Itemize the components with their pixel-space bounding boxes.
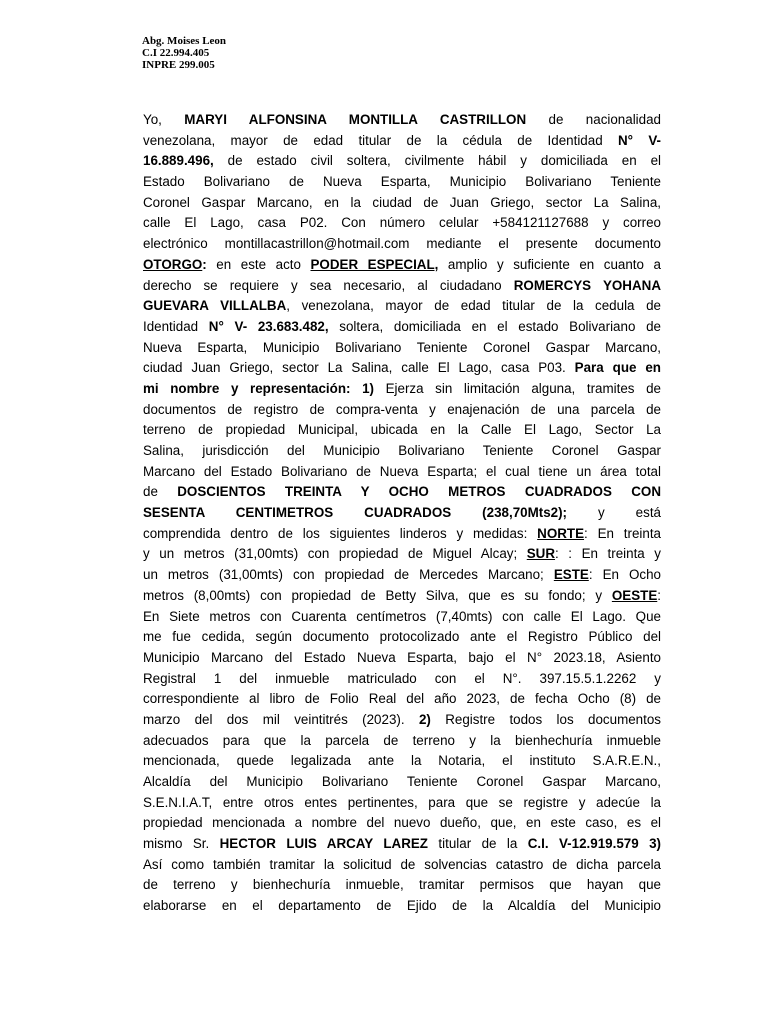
bold-text: NORTE <box>537 525 585 541</box>
bold-text: SESENTA CENTIMETROS CUADRADOS (238,70Mts2); <box>143 505 568 521</box>
text-line <box>143 855 661 876</box>
text-run: marzo del dos mil veintitrés (2023). <box>143 711 419 727</box>
text-run: amplio y suficiente en cuanto a <box>438 256 661 272</box>
bold-text: 2) <box>418 711 431 727</box>
bold-text: : <box>202 256 207 272</box>
text-line <box>143 669 661 690</box>
text-run: y está <box>567 505 661 521</box>
text-line <box>143 317 661 338</box>
power-of-attorney-text <box>143 110 661 917</box>
text-run: Así como también tramitar la solicitud de solvencias catastro de dicha parcela <box>143 856 661 872</box>
text-line <box>143 648 661 669</box>
bold-text: OESTE <box>611 587 658 603</box>
text-run: derecho se requiere y sea necesario, al ciudadano <box>143 277 514 293</box>
lawyer-name: Abg. Moises Leon <box>142 35 227 47</box>
text-run: mismo Sr. <box>143 836 220 852</box>
bold-text: ESTE <box>553 567 589 583</box>
lawyer-inpre: INPRE 299.005 <box>142 59 215 71</box>
text-run: : En Ocho <box>588 567 662 583</box>
text-run: en este acto <box>206 256 311 272</box>
text-line <box>143 441 661 462</box>
text-run: titular de la <box>427 836 528 852</box>
text-run: calle El Lago, casa P02. Con número celular +584121127688 y correo <box>143 215 661 231</box>
text-run: Ejerza sin limitación alguna, tramites de <box>374 380 661 396</box>
text-line <box>143 110 661 131</box>
text-line <box>143 772 661 793</box>
text-line <box>143 151 661 172</box>
text-run: Identidad <box>143 318 209 334</box>
text-line <box>143 420 661 441</box>
text-run: un metros (31,00mts) con propiedad de Mercedes Marcano; <box>143 567 554 583</box>
lawyer-header <box>142 35 226 71</box>
text-line <box>143 255 661 276</box>
text-line <box>143 482 661 503</box>
text-line <box>143 379 661 400</box>
text-line <box>143 751 661 772</box>
text-line <box>143 586 661 607</box>
text-run: me fue cedida, según documento protocolizado ante el Registro Público del <box>143 629 661 645</box>
text-line <box>143 731 661 752</box>
text-run: Registral 1 del inmueble matriculado con el N°. 397.15.5.1.2262 y <box>143 670 661 686</box>
text-run: documentos de registro de compra-venta y enajenación de una parcela de <box>143 401 661 417</box>
text-run: S.E.N.I.A.T, entre otros entes pertinentes, para que se registre y adecúe la <box>143 794 661 810</box>
text-line <box>143 462 661 483</box>
text-run: Marcano del Estado Bolivariano de Nueva Esparta; el cual tiene un área total <box>143 463 661 479</box>
text-line <box>143 213 661 234</box>
text-run: Yo, <box>143 112 185 127</box>
text-line <box>143 193 661 214</box>
bold-text: HECTOR LUIS ARCAY LAREZ <box>219 836 428 852</box>
text-run: correspondiente al libro de Folio Real del año 2023, de fecha Ocho (8) de <box>143 691 661 707</box>
text-line <box>143 607 661 628</box>
text-line <box>143 710 661 731</box>
text-run: comprendida dentro de los siguientes linderos y medidas: <box>143 525 538 541</box>
text-run: elaborarse en el departamento de Ejido de la Alcaldía del Municipio <box>143 898 661 914</box>
text-run: metros (8,00mts) con propiedad de Betty Silva, que es su fondo; y <box>143 587 612 603</box>
bold-text: SUR <box>526 546 556 562</box>
bold-text: DOSCIENTOS TREINTA Y OCHO METROS CUADRADOS CON <box>177 484 661 500</box>
text-run: de <box>143 484 178 500</box>
text-run: Registre todos los documentos <box>430 711 661 727</box>
text-run: adecuados para que la parcela de terreno y la bienhechuría inmueble <box>143 732 661 748</box>
text-line <box>143 834 661 855</box>
text-run: mencionada, quede legalizada ante la Notaria, el instituto S.A.R.E.N., <box>143 753 661 769</box>
text-line <box>143 276 661 297</box>
bold-text: mi nombre y representación: 1) <box>143 380 374 396</box>
bold-text: N° V- 23.683.482, <box>208 318 329 334</box>
bold-text: C.I. V-12.919.579 3) <box>527 836 661 852</box>
text-line <box>143 875 661 896</box>
bold-text: PODER ESPECIAL, <box>310 256 439 272</box>
bold-text: OTORGO <box>143 256 203 272</box>
text-run: propiedad mencionada a nombre del nuevo dueño, que, en este caso, es el <box>143 815 661 831</box>
bold-text: ROMERCYS YOHANA <box>513 277 661 293</box>
bold-text: N° V- <box>617 132 661 148</box>
text-run: Coronel Gaspar Marcano, en la ciudad de Juan Griego, sector La Salina, <box>143 194 661 210</box>
text-run: soltera, domiciliada en el estado Bolivariano de <box>328 318 661 334</box>
text-line <box>143 400 661 421</box>
text-run: : En treinta <box>584 525 661 541</box>
text-line <box>143 358 661 379</box>
text-run: : <box>657 587 661 603</box>
text-line <box>143 627 661 648</box>
text-line <box>143 565 661 586</box>
bold-text: Para que en <box>574 360 661 376</box>
text-run: de terreno y bienhechuría inmueble, tramitar permisos que hayan que <box>143 877 661 893</box>
text-line <box>143 234 661 255</box>
text-run: Alcaldía del Municipio Bolivariano Teniente Coronel Gaspar Marcano, <box>143 774 661 789</box>
text-run: En Siete metros con Cuarenta centímetros (7,40mts) con calle El Lago. Que <box>143 608 661 624</box>
text-run: de estado civil soltera, civilmente hábil y domiciliada en el <box>213 153 661 169</box>
text-line <box>143 689 661 710</box>
bold-text: 16.889.496, <box>143 153 214 169</box>
bold-text: GUEVARA VILLALBA <box>143 298 287 314</box>
text-run: venezolana, mayor de edad titular de la cédula de Identidad <box>143 132 618 148</box>
text-run: Salina, jurisdicción del Municipio Bolivariano Teniente Coronel Gaspar <box>143 443 661 458</box>
text-line <box>143 296 661 317</box>
text-line <box>143 793 661 814</box>
text-run: : : En treinta y <box>555 546 661 562</box>
text-run: Municipio Marcano del Estado Nueva Esparta, bajo el N° 2023.18, Asiento <box>143 649 661 665</box>
text-run: , venezolana, mayor de edad titular de la cedula de <box>286 298 661 314</box>
text-line <box>143 172 661 193</box>
bold-text: MARYI ALFONSINA MONTILLA CASTRILLON <box>184 112 527 127</box>
text-line <box>143 524 661 545</box>
text-run: terreno de propiedad Municipal, ubicada en la Calle El Lago, Sector La <box>143 422 661 438</box>
text-run: de nacionalidad <box>526 112 661 127</box>
text-run: Estado Bolivariano de Nueva Esparta, Municipio Bolivariano Teniente <box>143 174 661 190</box>
text-line <box>143 896 661 917</box>
lawyer-ci: C.I 22.994.405 <box>142 47 210 59</box>
text-run: y un metros (31,00mts) con propiedad de Miguel Alcay; <box>143 546 527 562</box>
text-run: electrónico montillacastrillon@hotmail.com mediante el presente documento <box>143 236 661 252</box>
text-line <box>143 503 661 524</box>
text-run: Nueva Esparta, Municipio Bolivariano Teniente Coronel Gaspar Marcano, <box>143 339 661 355</box>
text-line <box>143 544 661 565</box>
text-line <box>143 131 661 152</box>
text-line <box>143 338 661 359</box>
text-line <box>143 813 661 834</box>
text-run: ciudad Juan Griego, sector La Salina, calle El Lago, casa P03. <box>143 360 575 376</box>
